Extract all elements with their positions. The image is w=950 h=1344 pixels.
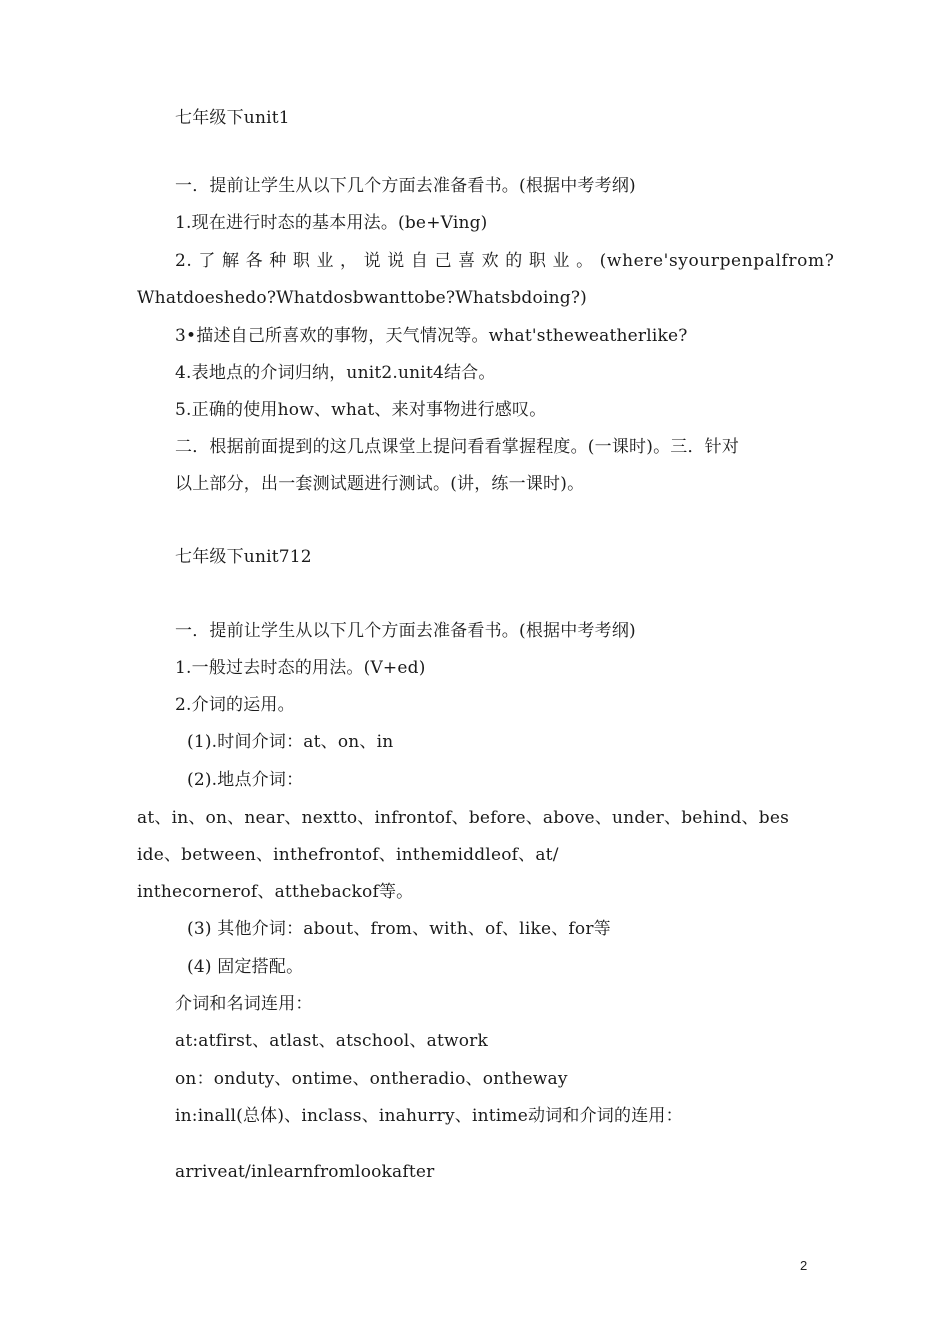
section-title: 七年级下unit1 — [175, 108, 290, 128]
paragraph-line: on：onduty、ontime、ontheradio、ontheway — [175, 1069, 568, 1089]
paragraph-line: 3•描述自己所喜欢的事物，天气情况等。what'stheweatherlike? — [175, 326, 688, 346]
page-number: 2 — [800, 1258, 808, 1273]
paragraph-line: (1).时间介词：at、on、in — [187, 732, 394, 752]
paragraph-line: 一．提前让学生从以下几个方面去准备看书。(根据中考考纲) — [175, 176, 636, 196]
paragraph-line: inthecornerof、atthebackof等。 — [137, 882, 414, 902]
paragraph-line: (4) 固定搭配。 — [187, 957, 304, 977]
paragraph-line: 介词和名词连用： — [175, 994, 313, 1014]
paragraph-line: 以上部分，出一套测试题进行测试。(讲，练一课时)。 — [175, 474, 585, 494]
paragraph-line: ide、between、inthefrontof、inthemiddleof、at/ — [137, 845, 559, 865]
paragraph-line: 一．提前让学生从以下几个方面去准备看书。(根据中考考纲) — [175, 621, 636, 641]
paragraph-line: 二．根据前面提到的这几点课堂上提问看看掌握程度。(一课时)。三．针对 — [175, 437, 740, 457]
section-title: 七年级下unit712 — [175, 547, 312, 567]
paragraph-line: arriveat/inlearnfromlookafter — [175, 1162, 435, 1182]
paragraph-line: 2.介词的运用。 — [175, 695, 295, 715]
paragraph-line: Whatdoeshedo?Whatdosbwanttobe?Whatsbdoing?) — [137, 288, 587, 308]
paragraph-line: (3) 其他介词：about、from、with、of、like、for等 — [187, 919, 611, 939]
paragraph-line: 1.一般过去时态的用法。(V+ed) — [175, 658, 426, 678]
paragraph-line: 1.现在进行时态的基本用法。(be+Ving) — [175, 213, 488, 233]
paragraph-line: 2. 了 解 各 种 职 业 ， 说 说 自 己 喜 欢 的 职 业 。 (where'syourpenpalfrom? — [175, 251, 835, 271]
paragraph-line: (2).地点介词： — [187, 770, 304, 790]
paragraph-line: at:atfirst、atlast、atschool、atwork — [175, 1031, 489, 1051]
paragraph-line: in:inall(总体)、inclass、inahurry、intime动词和介词的连用： — [175, 1106, 683, 1126]
paragraph-line: 4.表地点的介词归纳，unit2.unit4结合。 — [175, 363, 496, 383]
paragraph-line: at、in、on、near、nextto、infrontof、before、above、under、behind、bes — [137, 808, 790, 828]
paragraph-line: 5.正确的使用how、what、来对事物进行感叹。 — [175, 400, 547, 420]
